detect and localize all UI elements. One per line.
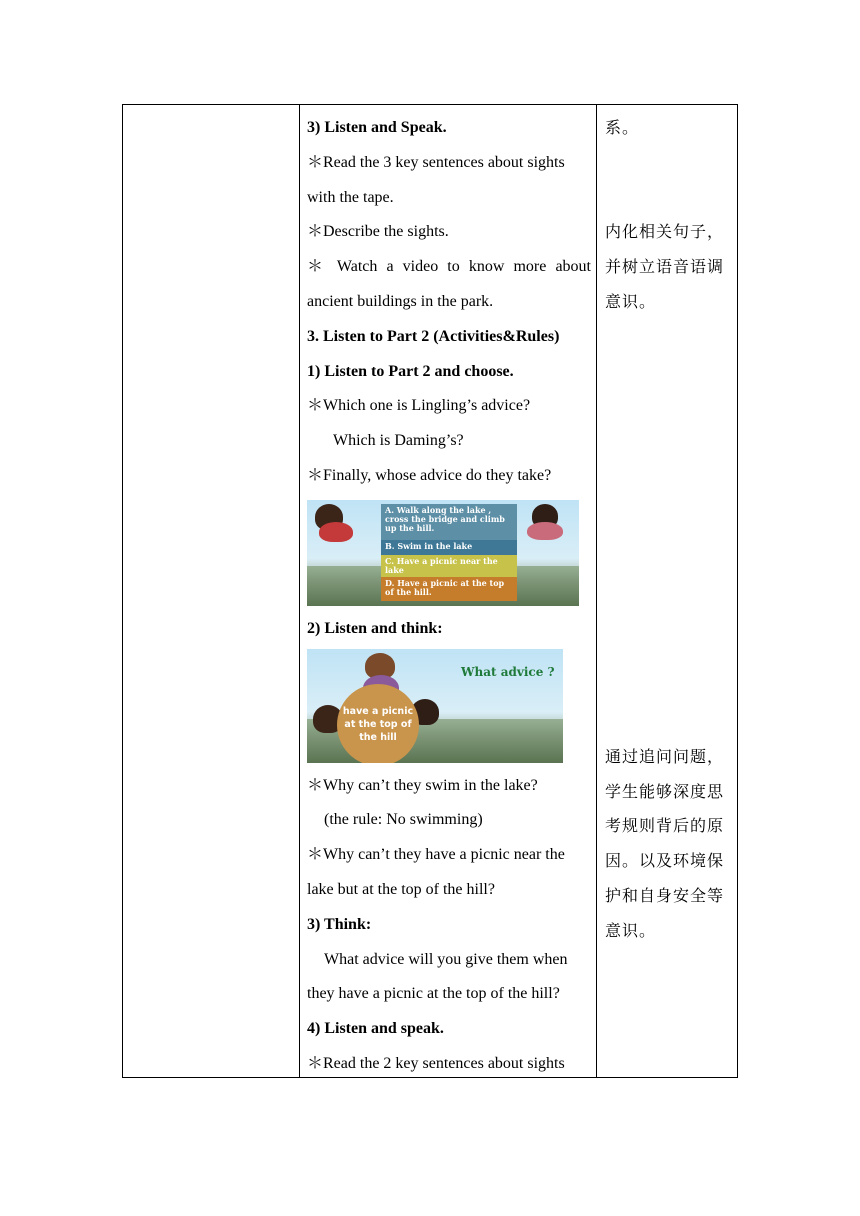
lesson-table	[122, 104, 738, 1078]
text-line: ＊Which one is Lingling’s advice?	[307, 397, 531, 415]
purpose-text: 考规则背后的原	[605, 816, 725, 836]
text-line: with the tape.	[307, 188, 394, 206]
text-line: ＊Why can’t they have a picnic near the	[307, 846, 565, 864]
advice-illustration	[307, 649, 563, 763]
purpose-text: 并树立语音语调	[605, 257, 725, 277]
choice-b: B. Swim in the lake	[381, 540, 517, 555]
choice-c: C. Have a picnic near the lake	[381, 555, 517, 577]
text-line: ＊Read the 3 key sentences about sights	[307, 153, 565, 171]
purpose-text: 系。	[605, 118, 640, 137]
purpose-text: 护和自身安全等	[605, 885, 725, 905]
activities-column	[307, 111, 591, 1082]
text-line: ＊ Watch a video to know more about	[307, 258, 591, 276]
text-line: ＊Read the 2 key sentences about sights	[307, 1054, 565, 1072]
step-listen-think: 2) Listen and think:	[307, 619, 443, 637]
purpose-text: 通过追问问题，	[605, 746, 725, 766]
advice-title: What advice ?	[461, 664, 555, 679]
choices-illustration	[307, 500, 579, 606]
advice-circle: have a picnic at the top of the hill	[337, 684, 419, 763]
step-listen-choose: 1) Listen to Part 2 and choose.	[307, 362, 514, 380]
text-line: ＊Why can’t they swim in the lake?	[307, 776, 538, 794]
purpose-text: 内化相关句子，	[605, 222, 725, 242]
purpose-text: 意识。	[605, 920, 657, 940]
column-divider-1	[299, 105, 300, 1077]
text-line: ＊Describe the sights.	[307, 223, 449, 241]
step-listen-speak-2: 4) Listen and speak.	[307, 1020, 444, 1038]
column-divider-2	[596, 105, 597, 1077]
empty-first-column	[123, 105, 300, 1077]
text-line: Which is Daming’s?	[333, 432, 464, 450]
text-line: (the rule: No swimming)	[324, 811, 483, 829]
text-line: they have a picnic at the top of the hill?	[307, 985, 560, 1003]
text-line: ancient buildings in the park.	[307, 292, 494, 310]
choice-d: D. Have a picnic at the top of the hill.	[381, 577, 517, 601]
text-line: lake but at the top of the hill?	[307, 880, 495, 898]
choice-a: A. Walk along the lake , cross the bridge and climb up the hill.	[381, 504, 517, 540]
step-think: 3) Think:	[307, 915, 372, 933]
text-line: What advice will you give them when	[324, 950, 568, 968]
text-line: ＊Finally, whose advice do they take?	[307, 466, 552, 484]
step-listen-speak: 3) Listen and Speak.	[307, 119, 447, 136]
purpose-column	[605, 111, 733, 949]
purpose-text: 学生能够深度思	[605, 781, 725, 801]
section-heading-part2: 3. Listen to Part 2 (Activities&Rules)	[307, 327, 560, 345]
purpose-text: 意识。	[605, 291, 657, 311]
purpose-text: 因。以及环境保	[605, 851, 725, 871]
